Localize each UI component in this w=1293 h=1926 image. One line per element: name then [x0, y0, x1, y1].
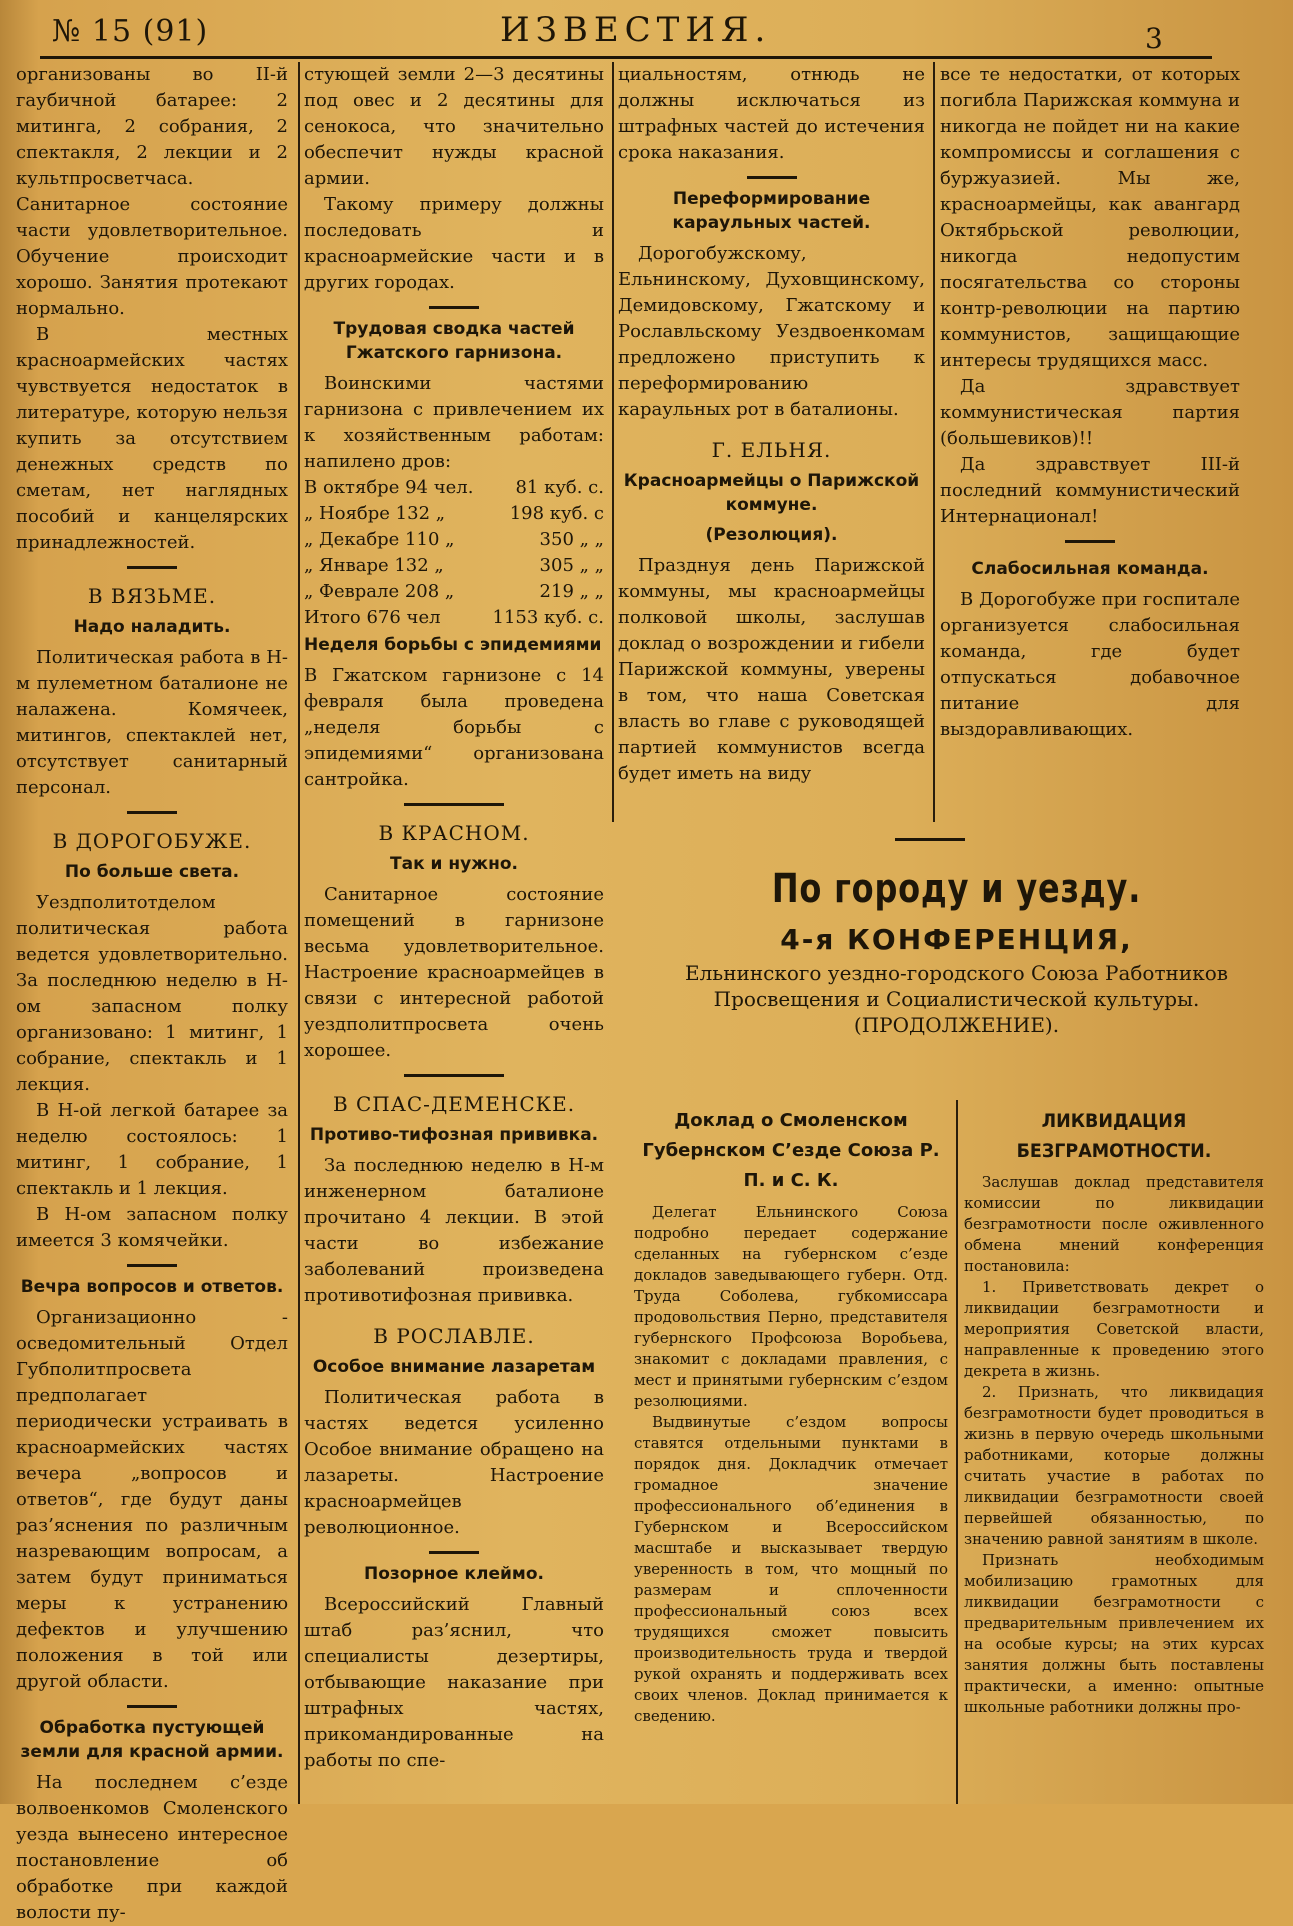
- column-3: [618, 62, 925, 822]
- conference-title: 4-я КОНФЕРЕНЦИЯ,: [780, 923, 1133, 956]
- article-headline: ЛИКВИДАЦИЯ БЕЗГРАМОТНОСТИ.: [1016, 1110, 1212, 1162]
- article-text: В Н-ой легкой батарее за неделю состоялось: 1 митинг, 1 собрание, 1 спектакль и 1 лекция.: [16, 1100, 288, 1199]
- article-text: 2. Признать, что ликвидация безграмотности будет проводиться в жизнь в первую очередь школьными работниками, которые должны считать участие в работах по ликвидации безграмотности своей первейшей обязанностью, по значению равной занятиям в школе.: [964, 1383, 1264, 1548]
- article-headline: Обработка пустующей земли для красной армии.: [20, 1718, 284, 1762]
- column-4: [940, 62, 1240, 822]
- article-headline: Переформирование караульных частей.: [672, 189, 871, 233]
- article-text: Дорогобужскому, Ельнинскому, Духовщинскому, Демидовскому, Гжатскому и Рославльскому Уездвоенкомам предложено приступить к переформированию караульных рот в баталионы.: [618, 243, 925, 420]
- table-row: Итого 676 чел 1153 куб. с.: [304, 607, 604, 628]
- article-text: Да здравствует коммунистическая партия (большевиков)!!: [940, 376, 1240, 449]
- section-title: По городу и уезду.: [771, 866, 1142, 912]
- separator: [1065, 540, 1115, 543]
- page-number: 3: [1145, 22, 1163, 55]
- separator: [404, 803, 504, 806]
- article-text: Выдвинутые с’ездом вопросы ставятся отдельными пунктами в порядок дня. Докладчик отмечает громадное значение профессионального об’единения в Губернском и Всероссийском масштабе и высказывает твердую уверенность в том, что мощный по размерам и сплоченности профессиональный союз всех трудящихся сможет повысить производительность труда и твердой рукой охранять и поддерживать всех своих членов. Доклад принимается к сведению.: [634, 1413, 948, 1725]
- article-text: Политическая работа в частях ведется усиленно Особое внимание обращено на лазареты. Настроение красноармейцев революционное.: [304, 1387, 604, 1538]
- article-text: За последнюю неделю в Н-м инженерном баталионе прочитано 4 лекции. В этой части во избежание заболеваний произведена противотифозная прививка.: [304, 1155, 604, 1306]
- article-text: В Гжатском гарнизоне с 14 февраля была проведена „неделя борьбы с эпидемиями“ организована сантройка.: [304, 665, 604, 790]
- article-headline: По больше света.: [64, 862, 240, 882]
- table-row: „ Декабре 110 „ 350 „ „: [304, 529, 604, 550]
- town-heading: Г. ЕЛЬНЯ.: [711, 438, 832, 462]
- column-2: [304, 62, 604, 1804]
- column-divider: [956, 1100, 958, 1804]
- article-text: Организационно - осведомительный Отдел Губполитпросвета предполагает периодически устраивать в красноармейских частях вечера „вопросов и ответов“, где будут даны раз’яснения по различным назревающим вопросам, а затем будут приниматься меры к устранению дефектов и улучшению положения в той или другой области.: [16, 1307, 288, 1692]
- town-heading: В ВЯЗЬМЕ.: [87, 584, 217, 608]
- article-headline: Неделя борьбы с эпидемиями: [304, 635, 602, 655]
- column-5: [634, 1100, 948, 1804]
- article-headline: Противо-тифозная прививка.: [309, 1125, 599, 1145]
- town-heading: В РОСЛАВЛЕ.: [373, 1324, 535, 1348]
- table-row: „ Январе 132 „ 305 „ „: [304, 555, 604, 576]
- article-headline: Трудовая сводка частей Гжатского гарнизона.: [333, 319, 575, 363]
- town-heading: В ДОРОГОБУЖЕ.: [52, 829, 252, 853]
- article-text: циальностям, отнюдь не должны исключаться из штрафных частей до истечения срока наказания.: [618, 64, 925, 163]
- separator: [127, 1264, 177, 1267]
- column-divider: [298, 62, 300, 1804]
- article-text: стующей земли 2—3 десятины под овес и 2 десятины для сенокоса, что значительно обеспечит нужды красной армии.: [304, 64, 604, 189]
- article-headline: Позорное клеймо.: [364, 1564, 544, 1584]
- separator: [429, 1551, 479, 1554]
- article-text: Да здравствует III-й последний коммунистический Интернационал!: [940, 454, 1240, 527]
- article-text: На последнем с’езде волвоенкомов Смоленского уезда вынесено интересное постановление об обработке при каждой волости пу-: [16, 1772, 288, 1923]
- town-heading: В СПАС-ДЕМЕНСКЕ.: [332, 1092, 576, 1116]
- separator: [127, 1705, 177, 1708]
- article-headline: Красноармейцы о Парижской коммуне.: [623, 471, 920, 515]
- article-headline: Надо наладить.: [73, 617, 231, 637]
- column-6: [964, 1100, 1264, 1804]
- article-headline: Так и нужно.: [390, 854, 518, 874]
- town-heading: В КРАСНОМ.: [378, 821, 530, 845]
- article-text: Санитарное состояние помещений в гарнизоне весьма удовлетворительное. Настроение красноармейцев в связи с интересной работой уездполитпросвета очень хорошее.: [304, 884, 604, 1061]
- article-text: все те недостатки, от которых погибла Парижская коммуна и никогда не пойдет ни на какие компромиссы и соглашения с буржуазией. Мы же, красноармейцы, как авангард Октябрьской революции, никогда недопустим посягательства со стороны контр-революции на партию коммунистов, защищающие интересы трудящихся масс.: [940, 64, 1240, 371]
- masthead: [0, 0, 1293, 58]
- section-header: [620, 858, 1293, 1088]
- article-text: Празднуя день Парижской коммуны, мы красноармейцы полковой школы, заслушав доклад о возрождении и гибели Парижской коммуны, уверены в том, что наша Советская власть во главе с руководящей партией коммунистов всегда будет иметь на виду: [618, 555, 925, 784]
- issue-number: № 15 (91): [52, 14, 209, 49]
- separator: [127, 811, 177, 814]
- section-rule: [895, 838, 965, 841]
- article-text: Политическая работа в Н-м пулеметном баталионе не налажена. Комячеек, митингов, спектаклей нет, отсутствует санитарный персонал.: [16, 647, 288, 798]
- article-headline: Вечра вопросов и ответов.: [20, 1277, 284, 1297]
- table-row: В октябре 94 чел. 81 куб. с.: [304, 477, 604, 498]
- article-text: Делегат Ельнинского Союза подробно передает содержание сделанных на губернском с’езде докладов заведывающего губерн. Отд. Труда Соболева, губкомиссара продовольствия Перно, представителя губернского Профсоюза Воробьева, знакомит с докладами правления, с мест и принятыми губернским с’ездом резолюциями.: [634, 1203, 948, 1410]
- article-text: Признать необходимым мобилизацию грамотных для ликвидации безграмотности с предварительным привлечением их на особые курсы; на этих курсах занятия должны быть поставлены практически, а именно: опытные школьные работники должны про-: [964, 1551, 1264, 1716]
- article-text: В местных красноармейских частях чувствуется недостаток в литературе, которую нельзя купить за отсутствием денежных средств по сметам, нет наглядных пособий и канцелярских принадлежностей.: [16, 324, 288, 553]
- column-divider: [933, 62, 935, 822]
- separator: [127, 566, 177, 569]
- article-text: В Н-ом запасном полку имеется 3 комячейки.: [16, 1204, 288, 1251]
- newspaper-title: ИЗВЕСТИЯ.: [500, 10, 772, 50]
- continuation-label: (ПРОДОЛЖЕНИЕ).: [853, 1013, 1060, 1037]
- article-text: Всероссийский Главный штаб раз’яснил, что специалисты дезертиры, отбывающие наказание при штрафных частях, прикомандированные на работы по спе-: [304, 1594, 604, 1771]
- article-subheadline: (Резолюция).: [705, 525, 838, 545]
- article-text: В Дорогобуже при госпитале организуется слабосильная команда, где будет отпускаться добавочное питание для выздоравливающих.: [940, 589, 1240, 740]
- article-headline: Слабосильная команда.: [971, 559, 1209, 579]
- conference-subtitle: Ельнинского уездно-городского Союза Работников Просвещения и Социалистической культуры.: [685, 961, 1228, 1011]
- article-text: Уездполитотделом политическая работа ведется удовлетворительно. За последнюю неделю в Н-ом запасном полку организовано: 1 митинг, 1 собрание, спектакль и 1 лекция.: [16, 892, 288, 1095]
- separator: [404, 1074, 504, 1077]
- masthead-rule: [40, 56, 1212, 59]
- column-divider: [612, 62, 614, 822]
- table-row: „ Ноябре 132 „ 198 куб. с: [304, 503, 604, 524]
- separator: [747, 176, 797, 179]
- column-1: [16, 62, 288, 1923]
- separator: [429, 306, 479, 309]
- article-text: Такому примеру должны последовать и красноармейские части и в других городах.: [304, 194, 604, 293]
- article-headline: Доклад о Смоленском Губернском С’езде Союза Р. П. и С. К.: [642, 1110, 940, 1191]
- article-headline: Особое внимание лазаретам: [312, 1357, 596, 1377]
- article-text: Воинскими частями гарнизона с привлечением их к хозяйственным работам: напилено дров:: [304, 373, 604, 472]
- article-text: 1. Приветствовать декрет о ликвидации безграмотности и мероприятия Советской власти, направленные к проведению этого декрета в жизнь.: [964, 1278, 1264, 1380]
- table-row: „ Феврале 208 „ 219 „ „: [304, 581, 604, 602]
- article-text: организованы во II-й гаубичной батарее: 2 митинга, 2 собрания, 2 спектакля, 2 лекции и 2 культпросветчаса. Санитарное состояние части удовлетворительное. Обучение происходит хорошо. Занятия протекают нормально.: [16, 64, 288, 319]
- article-text: Заслушав доклад представителя комиссии по ликвидации безграмотности после оживленного обмена мнений конференция постановила:: [964, 1173, 1264, 1275]
